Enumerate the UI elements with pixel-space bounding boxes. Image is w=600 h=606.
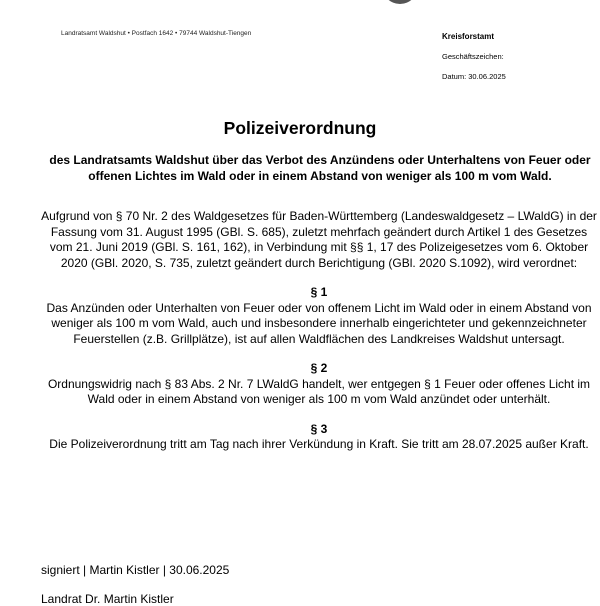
- document-title: Polizeiverordnung: [223, 118, 377, 138]
- reference-label: Geschäftszeichen:: [442, 52, 504, 61]
- district-seal-icon: [378, 0, 422, 14]
- preamble-text: Aufgrund von § 70 Nr. 2 des Waldgesetzes für Baden-Württemberg (Landeswaldgesetz – LWaldG) in der Fassung vom 31. August 1995 (GBl. S. 685), zuletzt mehrfach geändert durch Artikel 1 des Gesetzes vom 21. Juni 2019 (GBl. S. 161, 162), in Verbindung mit §§ 1, 17 des Polizeigesetzes vom 6. Oktober 2020 (GBl. 2020, S. 735, zuletzt geändert durch Berichtigung (GBl. 2020 S.1092), wird verordnet:: [41, 209, 597, 270]
- section-2-text: Ordnungswidrig nach § 83 Abs. 2 Nr. 7 LWaldG handelt, wer entgegen § 1 Feuer oder offenes Licht im Wald oder in einem Abstand von weniger als 100 m vom Wald anzündet oder unterhält.: [47, 376, 591, 406]
- signature-line: signiert | Martin Kistler | 30.06.2025: [41, 563, 230, 577]
- sender-address-line: Landratsamt Waldshut • Postfach 1642 • 79744 Waldshut-Tiengen: [61, 30, 252, 37]
- section-1-text: Das Anzünden oder Unterhalten von Feuer oder von offenem Licht im Wald oder in einem Abstand von weniger als 100 m vom Wald, auch und insbesondere innerhalb eingerichteter und gekennzeichneter Feuerstellen (z.B. Grillplätze), ist auf allen Waldflächen des Landkreises Waldshut untersagt.: [46, 300, 592, 346]
- signer-name: Landrat Dr. Martin Kistler: [41, 592, 174, 606]
- department-name: Kreisforstamt: [442, 32, 495, 41]
- document-body: [38, 209, 600, 453]
- section-3-heading: § 3: [310, 421, 328, 436]
- document-date: Datum: 30.06.2025: [442, 72, 506, 81]
- section-3-text: Die Polizeiverordnung tritt am Tag nach ihrer Verkündung in Kraft. Sie tritt am 28.07.2025 außer Kraft.: [49, 437, 589, 451]
- document-subtitle: des Landratsamts Waldshut über das Verbot des Anzündens oder Unterhaltens von Feuer oder offenen Lichtes im Wald oder in einem Abstand von weniger als 100 m vom Wald.: [49, 153, 591, 183]
- section-2-heading: § 2: [310, 361, 328, 375]
- section-1-heading: § 1: [310, 285, 328, 299]
- letter-info-block: [442, 31, 506, 82]
